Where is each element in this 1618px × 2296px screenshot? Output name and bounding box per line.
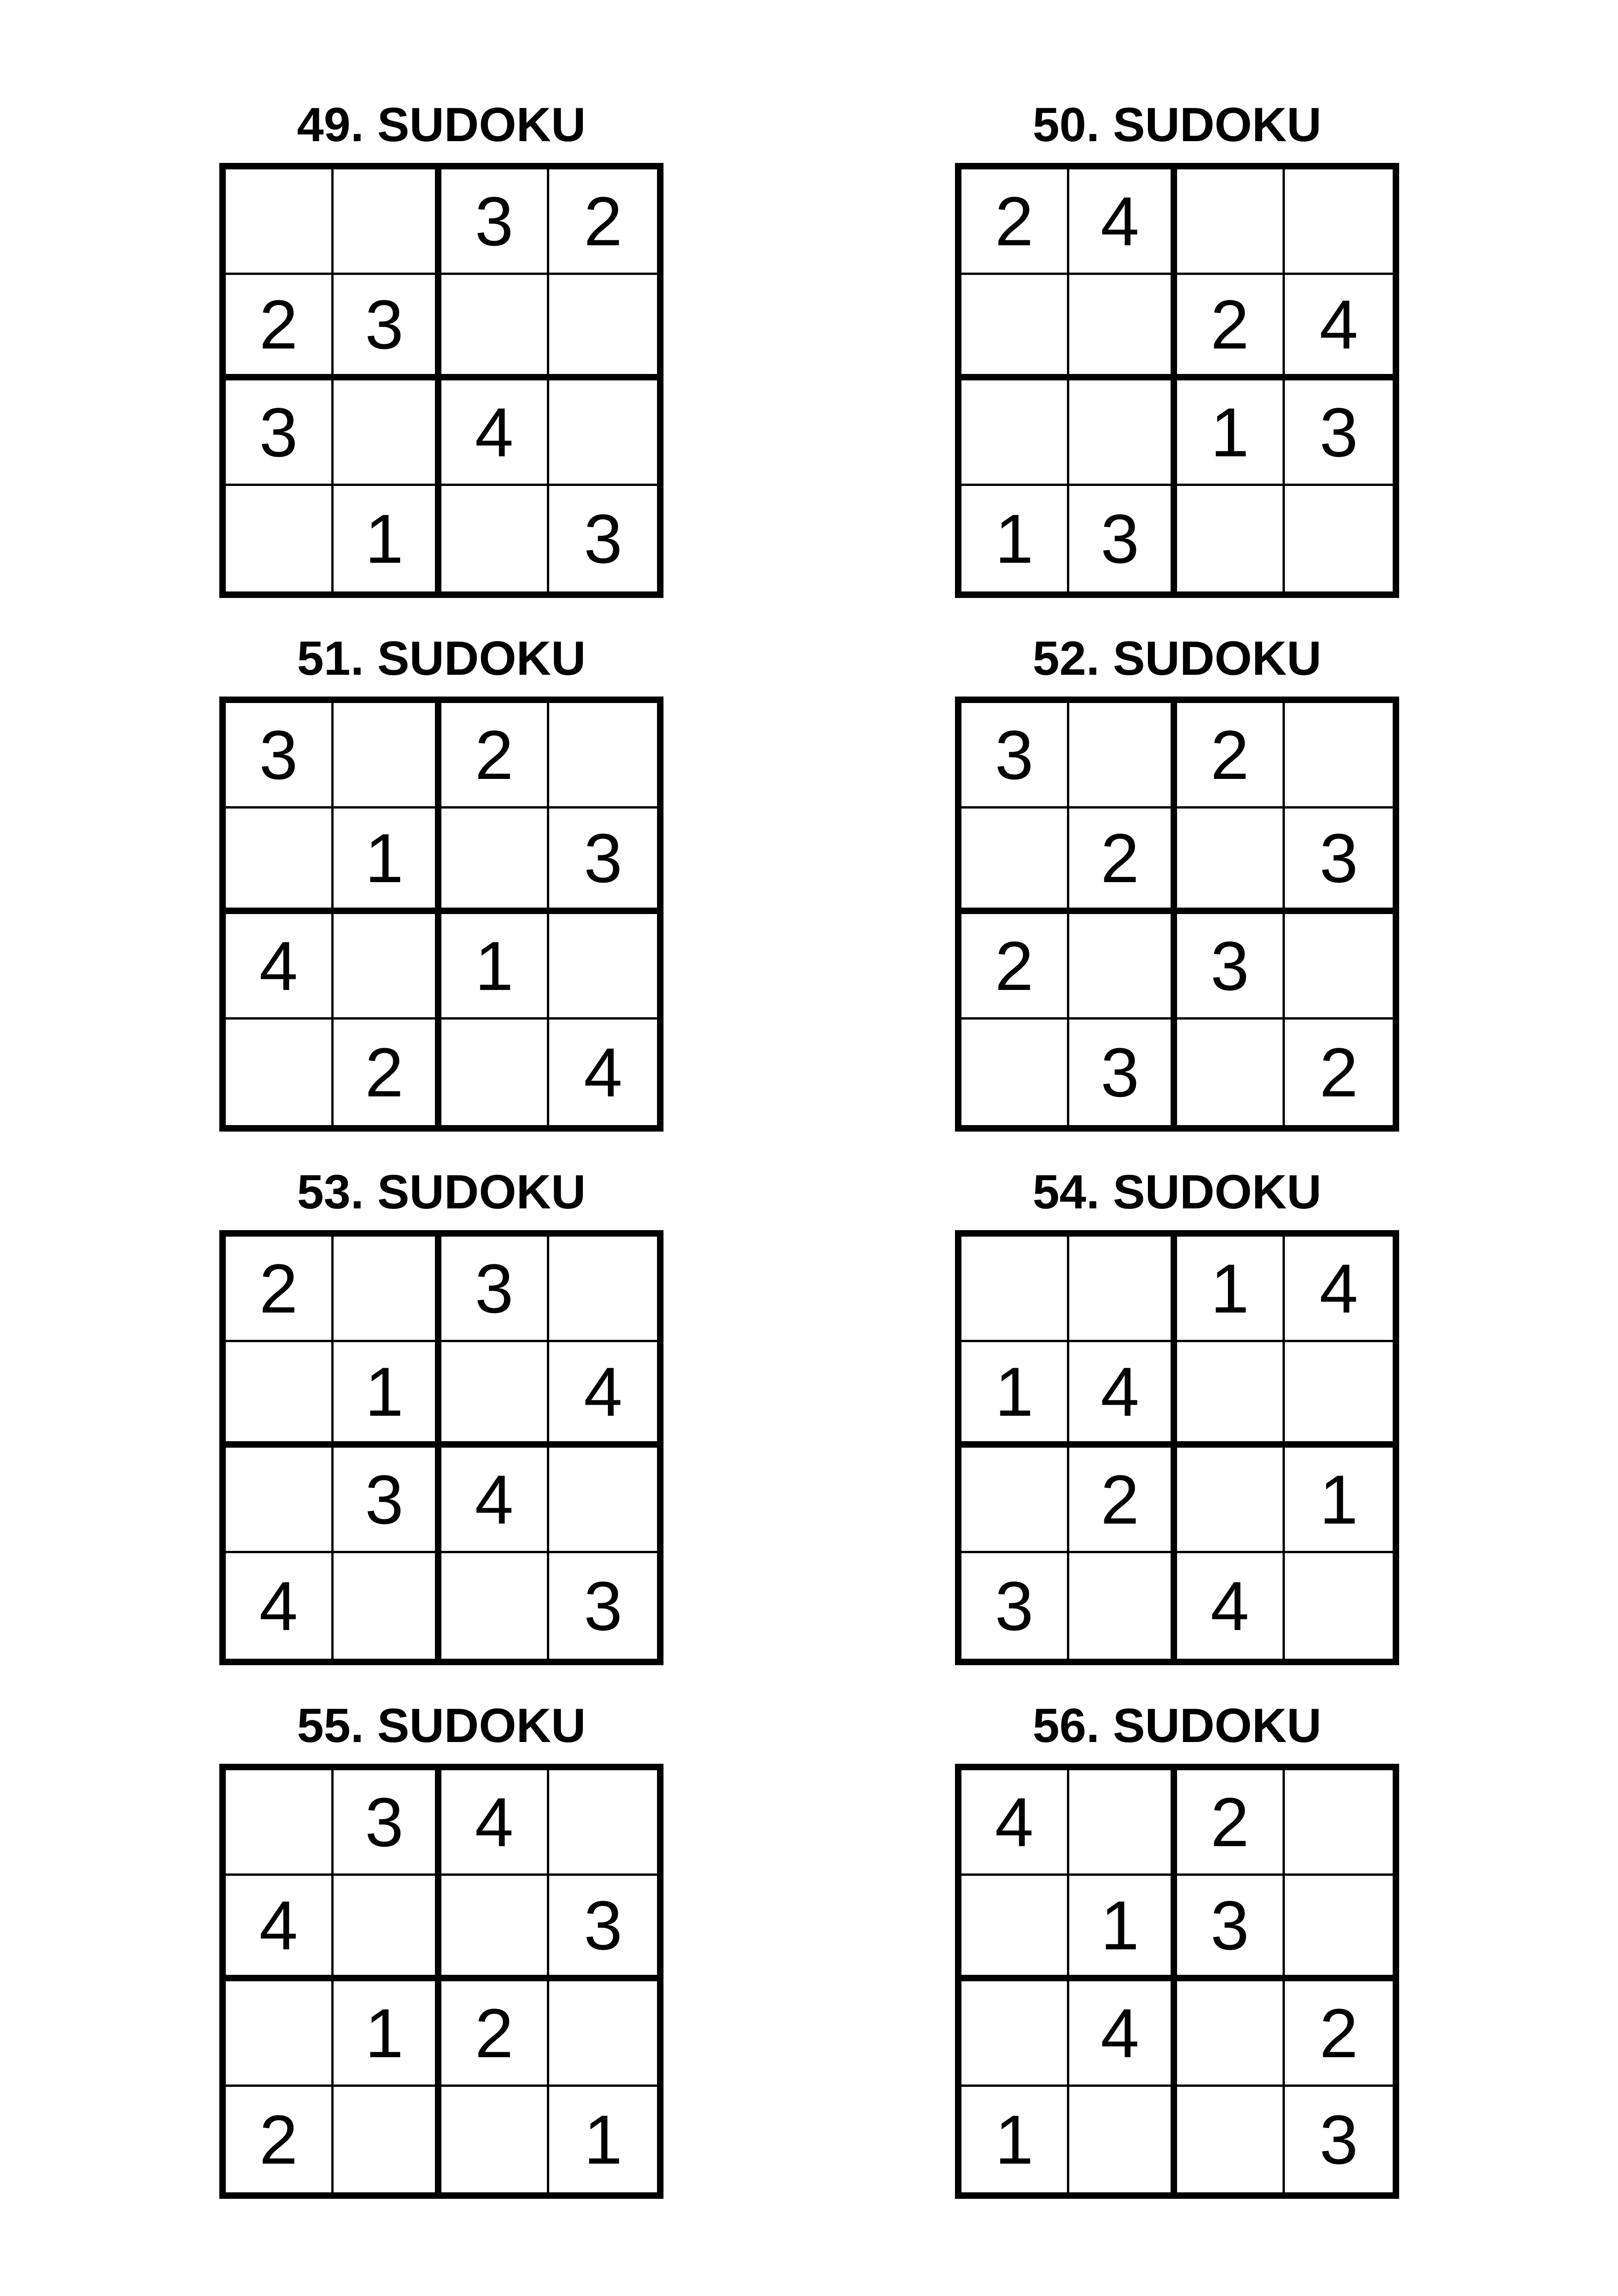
- sudoku-cell: 1: [334, 1981, 441, 2087]
- sudoku-cell: [1285, 1770, 1393, 1876]
- sudoku-cell: [226, 1020, 334, 1125]
- sudoku-cell: 3: [334, 1448, 441, 1553]
- sudoku-cell: [441, 275, 549, 380]
- sudoku-cell: 2: [441, 703, 549, 809]
- sudoku-cell: [334, 2087, 441, 2192]
- sudoku-cell: [1177, 809, 1285, 914]
- sudoku-cell: 4: [1285, 1237, 1393, 1342]
- sudoku-cell: 1: [1069, 1876, 1177, 1981]
- sudoku-cell: [1177, 2087, 1285, 2192]
- sudoku-grid: [219, 697, 663, 1132]
- sudoku-cell: [1069, 1770, 1177, 1876]
- sudoku-cell: [1285, 914, 1393, 1020]
- sudoku-cell: [226, 1770, 334, 1876]
- sudoku-cell: [549, 914, 657, 1020]
- sudoku-grid: [955, 1764, 1399, 2199]
- sudoku-cell: [334, 703, 441, 809]
- sudoku-cell: 3: [961, 703, 1069, 809]
- sudoku-cell: 1: [1177, 1237, 1285, 1342]
- sudoku-cell: [961, 1448, 1069, 1553]
- sudoku-cell: 4: [226, 914, 334, 1020]
- sudoku-cell: 1: [334, 486, 441, 591]
- sudoku-cell: [1285, 169, 1393, 275]
- sudoku-cell: [1285, 1553, 1393, 1659]
- sudoku-grid: [219, 163, 663, 598]
- sudoku-cell: 2: [1319, 1033, 1358, 1111]
- sudoku-cell: [1069, 1237, 1177, 1342]
- sudoku-cell: 1: [1177, 380, 1285, 486]
- sudoku-cell: [961, 380, 1069, 486]
- sudoku-cell: 3: [1177, 1876, 1285, 1981]
- sudoku-cell: 4: [549, 1342, 657, 1448]
- sudoku-cell: 1: [961, 486, 1069, 591]
- sudoku-cell: 4: [1285, 275, 1393, 380]
- sudoku-cell: [1177, 1981, 1285, 2087]
- sudoku-cell: [961, 1981, 1069, 2087]
- sudoku-cell: [226, 1981, 334, 2087]
- sudoku-cell: [961, 809, 1069, 914]
- sudoku-cell: 3: [583, 500, 623, 578]
- sudoku-cell: 2: [1285, 1981, 1393, 2087]
- sudoku-grid: [219, 1764, 663, 2199]
- sudoku-cell: [1069, 380, 1177, 486]
- sudoku-cell: 2: [961, 169, 1069, 275]
- sudoku-cell: 4: [226, 1553, 334, 1659]
- sudoku-cell: [1177, 1448, 1285, 1553]
- sudoku-cell: [1069, 914, 1177, 1020]
- sudoku-cell: [549, 380, 657, 486]
- puzzle-title: 55. SUDOKU: [297, 1699, 586, 1753]
- sudoku-cell: [1069, 275, 1177, 380]
- sudoku-cell: [441, 1876, 549, 1981]
- sudoku-cell: 2: [1177, 275, 1285, 380]
- sudoku-cell: [226, 1448, 334, 1553]
- sudoku-grid: [219, 1230, 663, 1665]
- sudoku-cell: 4: [441, 1770, 549, 1876]
- sudoku-cell: [549, 1448, 657, 1553]
- puzzle-title: 56. SUDOKU: [1032, 1699, 1322, 1753]
- sudoku-cell: 3: [549, 1876, 657, 1981]
- sudoku-cell: [1069, 703, 1177, 809]
- sudoku-cell: 4: [1069, 169, 1177, 275]
- sudoku-cell: 2: [549, 169, 657, 275]
- sudoku-cell: 3: [583, 1567, 623, 1645]
- sudoku-cell: 2: [334, 1020, 441, 1125]
- sudoku-cell: 1: [961, 2087, 1069, 2192]
- sudoku-cell: [226, 1342, 334, 1448]
- sudoku-cell: 4: [1069, 1342, 1177, 1448]
- sudoku-cell: 1: [441, 914, 549, 1020]
- sudoku-cell: [334, 380, 441, 486]
- sudoku-cell: [1069, 2087, 1177, 2192]
- sudoku-cell: 3: [549, 809, 657, 914]
- sudoku-cell: 2: [1177, 1770, 1285, 1876]
- sudoku-cell: 3: [1285, 380, 1393, 486]
- sudoku-cell: [961, 1237, 1069, 1342]
- puzzle-title: 50. SUDOKU: [1032, 98, 1322, 152]
- sudoku-cell: [549, 1237, 657, 1342]
- sudoku-cell: 4: [441, 380, 549, 486]
- sudoku-cell: [1285, 1876, 1393, 1981]
- sudoku-cell: 4: [226, 1876, 334, 1981]
- sudoku-cell: 1: [334, 1342, 441, 1448]
- sudoku-cell: [1285, 1342, 1393, 1448]
- sudoku-cell: [961, 275, 1069, 380]
- sudoku-grid: [955, 1230, 1399, 1665]
- sudoku-cell: 2: [226, 275, 334, 380]
- sudoku-cell: 3: [334, 1770, 441, 1876]
- sudoku-cell: 3: [441, 169, 549, 275]
- sudoku-cell: [1177, 1020, 1285, 1125]
- sudoku-cell: [549, 1981, 657, 2087]
- sudoku-cell: [226, 169, 334, 275]
- puzzle-title: 53. SUDOKU: [297, 1165, 586, 1219]
- sudoku-cell: 2: [1069, 809, 1177, 914]
- sudoku-cell: [334, 1553, 441, 1659]
- sudoku-cell: [441, 486, 549, 591]
- sudoku-cell: [1177, 1342, 1285, 1448]
- sudoku-cell: [1177, 169, 1285, 275]
- sudoku-cell: 2: [226, 2087, 334, 2192]
- puzzle-title: 49. SUDOKU: [297, 98, 586, 152]
- puzzle-title: 51. SUDOKU: [297, 632, 586, 685]
- sudoku-cell: 2: [1177, 703, 1285, 809]
- sudoku-cell: [441, 1553, 549, 1659]
- sudoku-cell: [961, 1020, 1069, 1125]
- sudoku-grid: [955, 163, 1399, 598]
- puzzle-title: 54. SUDOKU: [1032, 1165, 1322, 1219]
- sudoku-cell: [961, 1876, 1069, 1981]
- sudoku-cell: 3: [334, 275, 441, 380]
- sudoku-cell: [441, 809, 549, 914]
- sudoku-cell: 3: [226, 703, 334, 809]
- sudoku-cell: 3: [441, 1237, 549, 1342]
- sudoku-cell: [1177, 486, 1285, 591]
- sudoku-cell: [1285, 486, 1393, 591]
- sudoku-cell: [549, 1770, 657, 1876]
- sudoku-cell: [549, 275, 657, 380]
- sudoku-cell: [1285, 703, 1393, 809]
- sudoku-cell: 4: [441, 1448, 549, 1553]
- sudoku-cell: 3: [1069, 486, 1177, 591]
- sudoku-cell: 3: [1069, 1020, 1177, 1125]
- sudoku-cell: 2: [441, 1981, 549, 2087]
- sudoku-cell: [334, 1237, 441, 1342]
- sudoku-cell: [334, 1876, 441, 1981]
- sudoku-cell: 3: [226, 380, 334, 486]
- sudoku-cell: 4: [1177, 1553, 1285, 1659]
- sudoku-cell: [441, 1342, 549, 1448]
- sudoku-cell: 1: [583, 2101, 623, 2178]
- sudoku-cell: 2: [961, 914, 1069, 1020]
- sudoku-cell: 1: [961, 1342, 1069, 1448]
- sudoku-cell: [441, 2087, 549, 2192]
- sudoku-cell: [441, 1020, 549, 1125]
- sudoku-cell: [334, 169, 441, 275]
- sudoku-cell: [549, 703, 657, 809]
- sudoku-cell: 3: [961, 1553, 1069, 1659]
- sudoku-cell: 1: [1285, 1448, 1393, 1553]
- sudoku-cell: 3: [1177, 914, 1285, 1020]
- sudoku-cell: 2: [226, 1237, 334, 1342]
- sudoku-cell: 3: [1319, 2101, 1358, 2178]
- sudoku-grid: [955, 697, 1399, 1132]
- sudoku-cell: 4: [1069, 1981, 1177, 2087]
- sudoku-cell: 4: [583, 1033, 623, 1111]
- sudoku-cell: [1069, 1553, 1177, 1659]
- sudoku-cell: 1: [334, 809, 441, 914]
- sudoku-cell: [226, 809, 334, 914]
- sudoku-cell: 3: [1285, 809, 1393, 914]
- sudoku-cell: 4: [961, 1770, 1069, 1876]
- sudoku-cell: [334, 914, 441, 1020]
- sudoku-cell: [226, 486, 334, 591]
- puzzle-title: 52. SUDOKU: [1032, 632, 1322, 685]
- sudoku-cell: 2: [1069, 1448, 1177, 1553]
